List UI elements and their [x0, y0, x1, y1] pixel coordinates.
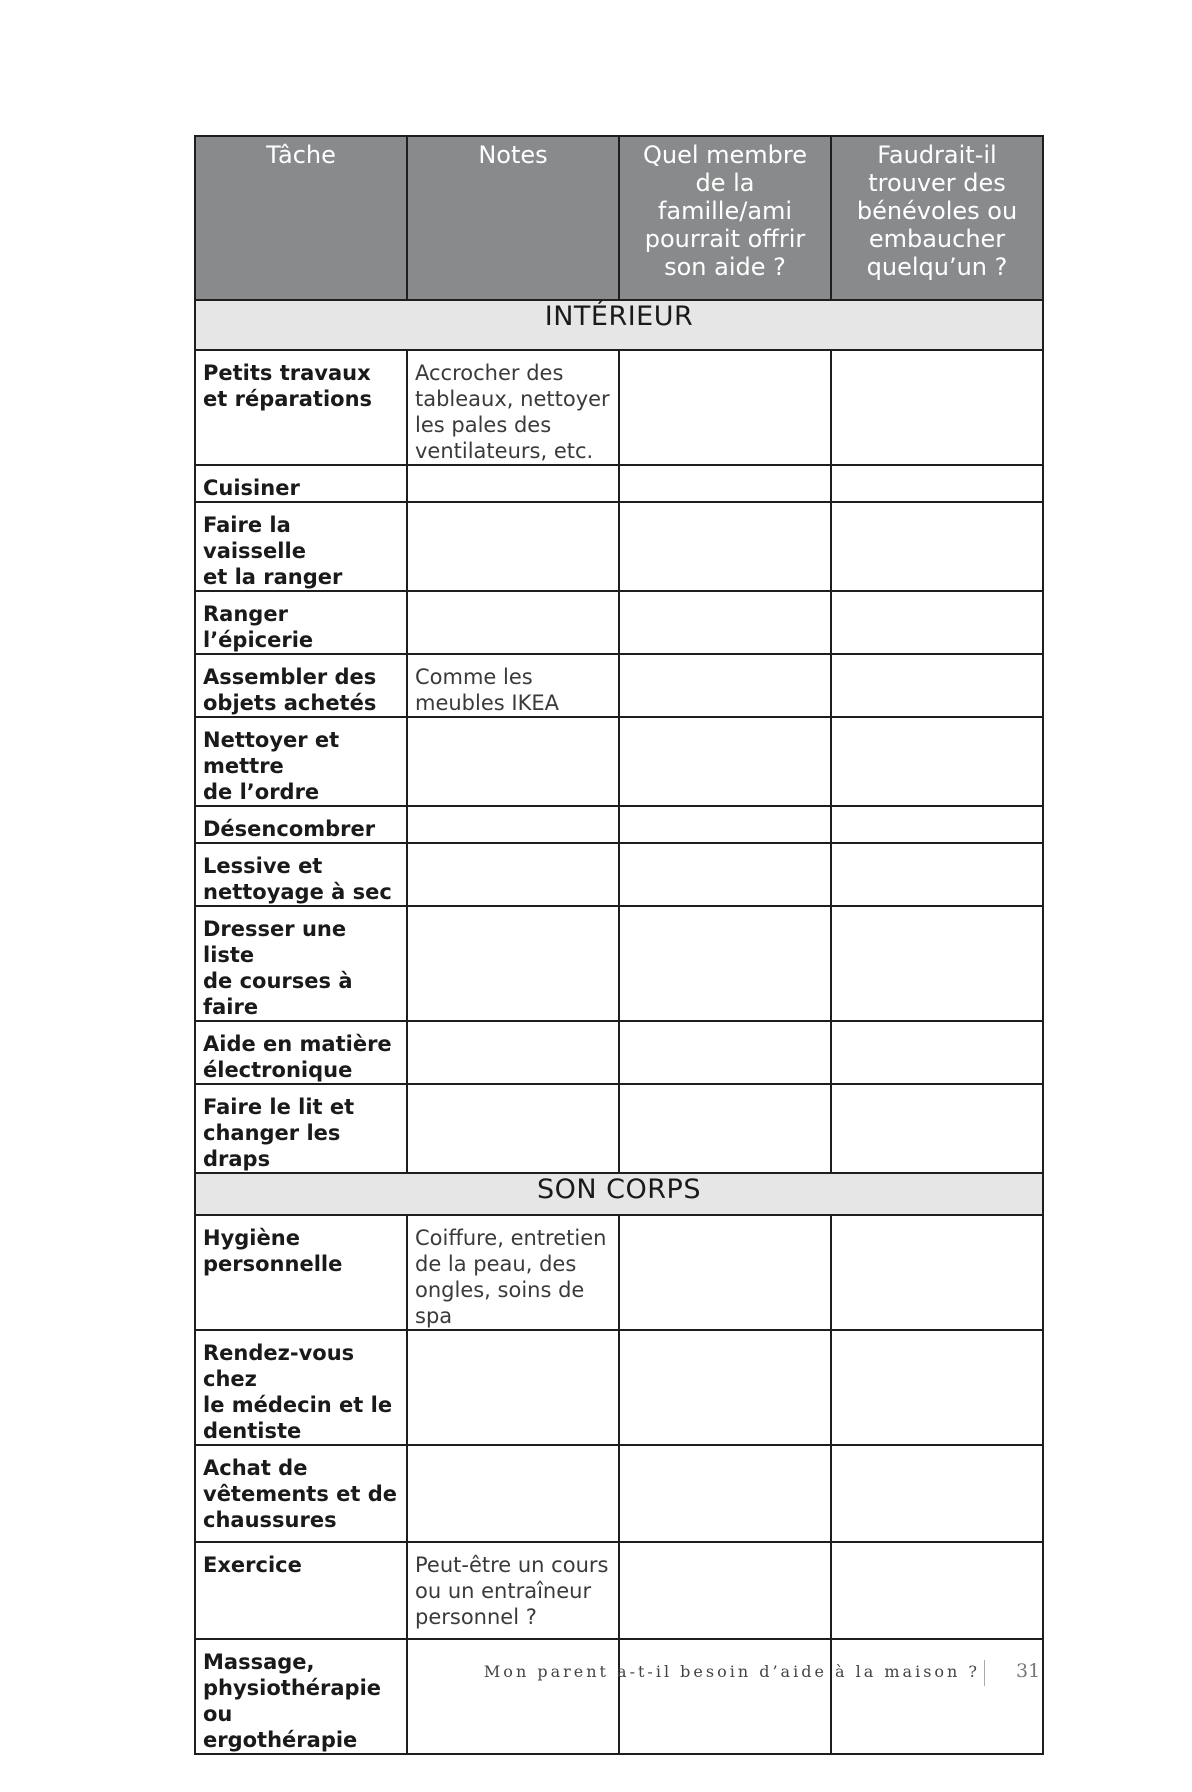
task-cell: Aide en matière électronique — [195, 1021, 407, 1084]
running-title: Mon parent a-t-il besoin d’aide à la maison ? — [483, 1662, 980, 1681]
table-row — [195, 502, 1043, 591]
volunteer-cell[interactable] — [831, 906, 1043, 1021]
page-footer — [0, 1660, 1192, 1690]
family-helper-cell[interactable] — [619, 1542, 831, 1639]
note-cell: Accrocher des tableaux, nettoyer les pales des ventilateurs, etc. — [407, 350, 619, 465]
table-row — [195, 717, 1043, 806]
volunteer-cell[interactable] — [831, 350, 1043, 465]
note-cell: Comme les meubles IKEA — [407, 654, 619, 717]
family-helper-cell[interactable] — [619, 654, 831, 717]
header-notes: Notes — [407, 136, 619, 300]
section-row-son-corps — [195, 1173, 1043, 1215]
task-cell: Dresser une liste de courses à faire — [195, 906, 407, 1021]
task-cell: Faire le lit et changer les draps — [195, 1084, 407, 1173]
family-helper-cell[interactable] — [619, 350, 831, 465]
note-cell: Coiffure, entretien de la peau, des ongles, soins de spa — [407, 1215, 619, 1330]
volunteer-cell[interactable] — [831, 806, 1043, 843]
volunteer-cell[interactable] — [831, 1445, 1043, 1542]
table-row — [195, 591, 1043, 654]
task-cell: Faire la vaisselle et la ranger — [195, 502, 407, 591]
table-row — [195, 1542, 1043, 1639]
table-row — [195, 1021, 1043, 1084]
volunteer-cell[interactable] — [831, 1542, 1043, 1639]
family-helper-cell[interactable] — [619, 465, 831, 502]
note-cell — [407, 1021, 619, 1084]
family-helper-cell[interactable] — [619, 502, 831, 591]
volunteer-cell[interactable] — [831, 1215, 1043, 1330]
task-cell: Assembler des objets achetés — [195, 654, 407, 717]
section-row-interieur — [195, 300, 1043, 350]
table-row — [195, 1445, 1043, 1542]
task-cell: Rendez-vous chez le médecin et le dentiste — [195, 1330, 407, 1445]
table-row — [195, 1639, 1043, 1754]
section-title: SON CORPS — [195, 1173, 1043, 1215]
task-cell: Massage, physiothérapie ou ergothérapie — [195, 1639, 407, 1754]
note-cell — [407, 502, 619, 591]
footer-divider — [984, 1660, 985, 1686]
family-helper-cell[interactable] — [619, 806, 831, 843]
family-helper-cell[interactable] — [619, 1215, 831, 1330]
table-row — [195, 1215, 1043, 1330]
volunteer-cell[interactable] — [831, 502, 1043, 591]
header-family-helper: Quel membre de la famille/ami pourrait offrir son aide ? — [619, 136, 831, 300]
note-cell — [407, 1084, 619, 1173]
task-cell: Cuisiner — [195, 465, 407, 502]
task-cell: Achat de vêtements et de chaussures — [195, 1445, 407, 1542]
task-cell: Nettoyer et mettre de l’ordre — [195, 717, 407, 806]
header-volunteers-or-hire: Faudrait-il trouver des bénévoles ou embaucher quelqu’un ? — [831, 136, 1043, 300]
volunteer-cell[interactable] — [831, 591, 1043, 654]
volunteer-cell[interactable] — [831, 1639, 1043, 1754]
table-row — [195, 465, 1043, 502]
note-cell — [407, 843, 619, 906]
task-cell: Désencombrer — [195, 806, 407, 843]
note-cell — [407, 1445, 619, 1542]
family-helper-cell[interactable] — [619, 1639, 831, 1754]
table-row — [195, 843, 1043, 906]
task-cell: Hygiène personnelle — [195, 1215, 407, 1330]
task-planning-table — [194, 135, 1044, 1755]
family-helper-cell[interactable] — [619, 1084, 831, 1173]
task-cell: Lessive et nettoyage à sec — [195, 843, 407, 906]
note-cell — [407, 806, 619, 843]
volunteer-cell[interactable] — [831, 1084, 1043, 1173]
table-row — [195, 806, 1043, 843]
page-number: 31 — [1016, 1660, 1041, 1682]
table-header-row — [195, 136, 1043, 300]
family-helper-cell[interactable] — [619, 843, 831, 906]
family-helper-cell[interactable] — [619, 1330, 831, 1445]
task-cell: Exercice — [195, 1542, 407, 1639]
family-helper-cell[interactable] — [619, 906, 831, 1021]
task-cell: Petits travaux et réparations — [195, 350, 407, 465]
volunteer-cell[interactable] — [831, 465, 1043, 502]
note-cell — [407, 906, 619, 1021]
volunteer-cell[interactable] — [831, 843, 1043, 906]
note-cell — [407, 1639, 619, 1754]
family-helper-cell[interactable] — [619, 1021, 831, 1084]
note-cell — [407, 591, 619, 654]
table-row — [195, 906, 1043, 1021]
task-cell: Ranger l’épicerie — [195, 591, 407, 654]
family-helper-cell[interactable] — [619, 1445, 831, 1542]
note-cell: Peut-être un cours ou un entraîneur personnel ? — [407, 1542, 619, 1639]
volunteer-cell[interactable] — [831, 1330, 1043, 1445]
note-cell — [407, 465, 619, 502]
table-row — [195, 1330, 1043, 1445]
note-cell — [407, 717, 619, 806]
section-title: INTÉRIEUR — [195, 300, 1043, 350]
note-cell — [407, 1330, 619, 1445]
table-row — [195, 654, 1043, 717]
family-helper-cell[interactable] — [619, 591, 831, 654]
table-row — [195, 1084, 1043, 1173]
volunteer-cell[interactable] — [831, 1021, 1043, 1084]
table-row — [195, 350, 1043, 465]
volunteer-cell[interactable] — [831, 717, 1043, 806]
header-task: Tâche — [195, 136, 407, 300]
volunteer-cell[interactable] — [831, 654, 1043, 717]
family-helper-cell[interactable] — [619, 717, 831, 806]
